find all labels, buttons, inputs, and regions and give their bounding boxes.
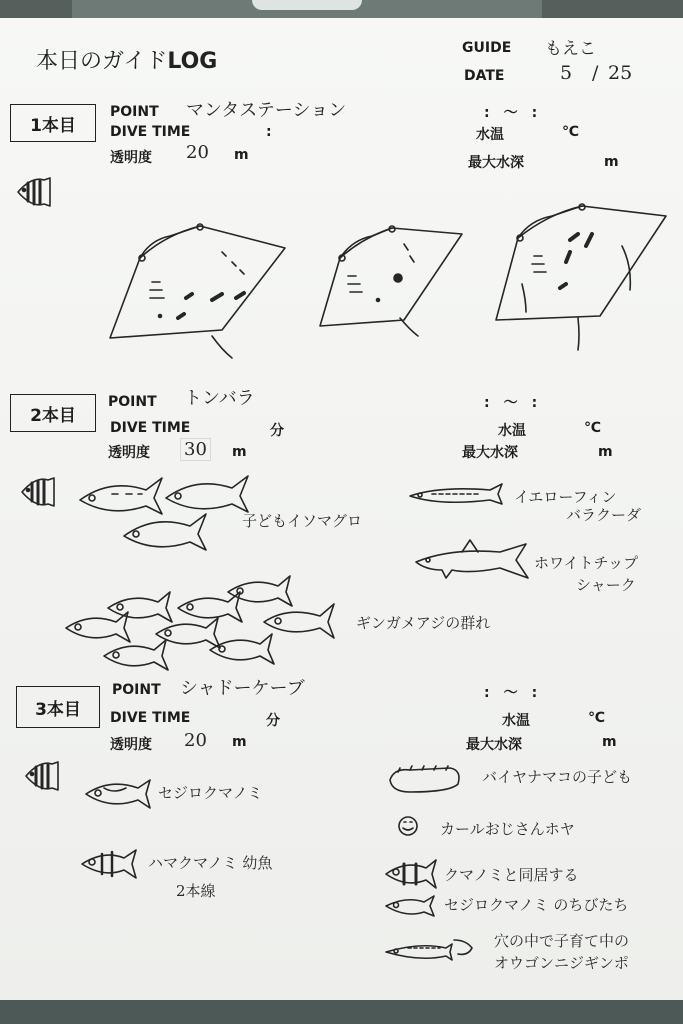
section-3-visibility-unit: m — [232, 734, 247, 750]
guide-label: GUIDE — [462, 40, 512, 56]
tuna-sketches — [80, 476, 248, 550]
date-slash: / — [592, 62, 599, 84]
note-kumanomi-dokyo: クマノミと同居する — [444, 866, 579, 884]
barracuda-sketch — [410, 484, 502, 504]
manta-ray-sketch-2 — [320, 226, 462, 336]
karl-ojisan-hoya-sketch — [399, 817, 417, 835]
section-2-point-label: POINT — [108, 394, 157, 410]
sejiro-anemonefish-sketch — [86, 780, 150, 808]
date-day: 25 — [608, 62, 633, 84]
section-1-dive-time-label: DIVE TIME — [110, 124, 191, 140]
section-3-time-range: : 〜 : — [484, 685, 538, 701]
page-title: 本日のガイドLOG — [36, 49, 218, 74]
note-sejiro-kumanomi: セジロクマノミ — [158, 784, 263, 802]
clownfish-sketch — [386, 860, 436, 888]
section-2-water-temp-label: 水温 — [498, 423, 526, 439]
note-two-lines: 2本線 — [176, 882, 216, 900]
fish-icon-2 — [22, 478, 54, 506]
sejiro-juveniles-sketch — [386, 896, 434, 916]
section-2-water-temp-unit: ℃ — [584, 420, 601, 436]
section-3-max-depth-label: 最大水深 — [466, 737, 522, 753]
note-sejiro-chibi: セジロクマノミ のちびたち — [444, 896, 629, 914]
manta-ray-sketch-3 — [496, 204, 666, 350]
note-gingame-aji: ギンガメアジの群れ — [356, 614, 491, 632]
section-3-dive-time-unit: 分 — [266, 713, 280, 729]
section-3-visibility-value: 20 — [184, 730, 207, 751]
manta-ray-sketch-1 — [110, 224, 285, 358]
note-yellowfin: イエローフィン — [514, 488, 617, 506]
section-2-label: 2本目 — [10, 394, 96, 432]
note-ana-kosodate: 穴の中で子育て中の — [494, 932, 630, 950]
section-1-max-depth-unit: m — [604, 154, 619, 170]
section-2-dive-time-unit: 分 — [270, 423, 284, 439]
section-2-max-depth-unit: m — [598, 444, 613, 460]
section-3-dive-time-label: DIVE TIME — [110, 710, 191, 726]
section-1-visibility-label: 透明度 — [110, 150, 152, 166]
sea-cucumber-sketch — [390, 766, 459, 792]
section-2-time-range: : 〜 : — [484, 395, 538, 411]
section-3-point-value: シャドーケーブ — [180, 678, 305, 699]
note-ougon-nijiginpo: オウゴンニジギンポ — [494, 954, 629, 972]
section-1-point-value: マンタステーション — [186, 100, 347, 121]
date-label: DATE — [464, 68, 505, 84]
juvenile-anemonefish-sketch — [82, 850, 136, 878]
note-whitetip: ホワイトチップ — [534, 554, 639, 572]
section-2-visibility-value: 30 — [180, 438, 211, 461]
note-karl-ojisan-hoya: カールおじさんホヤ — [440, 820, 575, 838]
section-3-point-label: POINT — [112, 682, 161, 698]
section-3-water-temp-unit: ℃ — [588, 710, 605, 726]
section-2-max-depth-label: 最大水深 — [462, 445, 518, 461]
section-1-max-depth-label: 最大水深 — [468, 155, 524, 171]
section-2-visibility-label: 透明度 — [108, 445, 150, 461]
fish-icon-1 — [18, 178, 50, 206]
section-1-point-label: POINT — [110, 104, 159, 120]
section-3-label: 3本目 — [16, 686, 100, 728]
section-3-max-depth-unit: m — [602, 734, 617, 750]
note-baiya-namako: バイヤナマコの子ども — [482, 768, 633, 786]
guide-value: もえこ — [545, 39, 596, 59]
section-2-point-value: トンバラ — [184, 388, 255, 409]
section-1-water-temp-unit: ℃ — [562, 124, 579, 140]
section-1-time-range: : 〜 : — [484, 105, 538, 121]
section-1-visibility-unit: m — [234, 147, 249, 163]
section-1-water-temp-label: 水温 — [476, 127, 504, 143]
note-barracuda: バラクーダ — [566, 506, 642, 524]
section-3-visibility-label: 透明度 — [110, 737, 152, 753]
note-shark: シャーク — [576, 576, 636, 594]
yellow-blenny-sketch — [386, 940, 472, 960]
date-month: 5 — [560, 62, 573, 84]
note-kodomo-isomaguro: 子どもイソマグロ — [242, 512, 363, 530]
section-1-dive-time-colon: : — [266, 124, 272, 140]
section-2-visibility-unit: m — [232, 444, 247, 460]
section-1-label: 1本目 — [10, 104, 96, 142]
note-hama-kumanomi: ハマクマノミ 幼魚 — [148, 854, 273, 872]
section-3-water-temp-label: 水温 — [502, 713, 530, 729]
section-2-dive-time-label: DIVE TIME — [110, 420, 191, 436]
section-1-visibility-value: 20 — [186, 142, 209, 163]
jack-school-sketch — [66, 576, 334, 670]
fish-icon-3 — [26, 762, 58, 790]
whitetip-shark-sketch — [416, 540, 528, 578]
